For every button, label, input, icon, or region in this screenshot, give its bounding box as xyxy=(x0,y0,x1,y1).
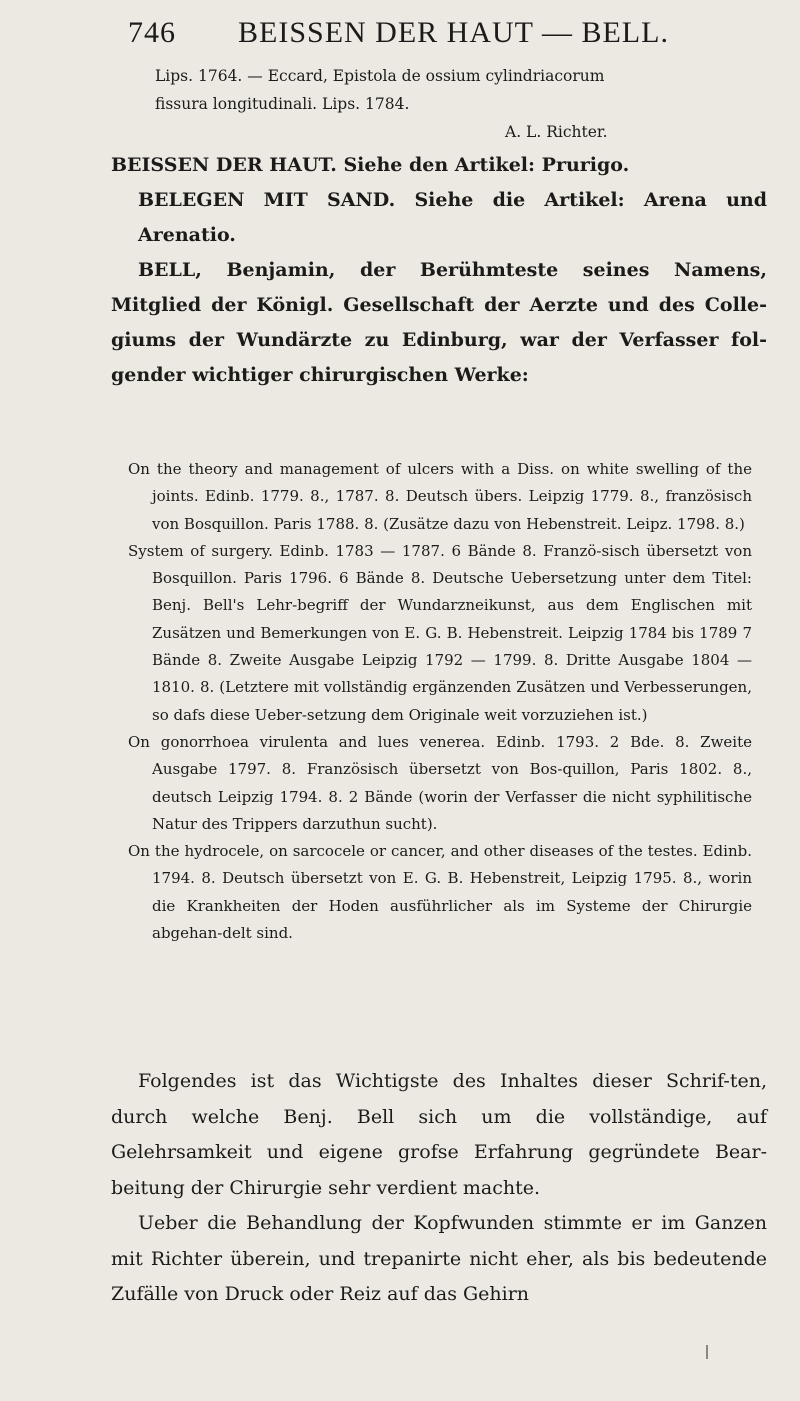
paper-mark xyxy=(706,1345,708,1359)
running-header xyxy=(128,16,788,50)
entry-headings xyxy=(111,148,767,393)
author-signature: A. L. Richter. xyxy=(505,123,608,141)
page-number: 746 xyxy=(128,16,176,49)
body-text xyxy=(111,1064,767,1313)
work-item: System of surgery. Edinb. 1783 — 1787. 6 Bände 8. Franzö-sisch übersetzt von Bosquillon. Paris 1796. 6 Bände 8. Deutsche Uebersetzung unter dem Titel: Benj. Bell's Lehr-begriff der Wundarzneikunst, aus dem Englischen mit Zusätzen und Bemerkungen von E. G. B. Hebenstreit. Leipzig 1784 bis 1789 7 Bände 8. Zweite Ausgabe Leipzig 1792 — 1799. 8. Dritte Ausgabe 1804 — 1810. 8. (Letztere mit vollständig ergänzenden Zusätzen und Verbesserungen, so dafs diese Ueber-setzung dem Originale weit vorzuziehen ist.) xyxy=(128,541,752,724)
work-item: On gonorrhoea virulenta and lues venerea. Edinb. 1793. 2 Bde. 8. Zweite Ausgabe 1797. 8. Französisch übersetzt von Bos-quillon, Paris 1802. 8., deutsch Leipzig 1794. 8. 2 Bände (worin der Verfasser die nicht syphilitische Natur des Trippers darzuthun sucht). xyxy=(128,732,752,833)
reference-line: Lips. 1764. — Eccard, Epistola de ossium cylindriacorum xyxy=(155,67,605,85)
reference-block xyxy=(155,62,755,146)
entry-beissen: BEISSEN DER HAUT. Siehe den Artikel: Prurigo. xyxy=(111,154,630,176)
works-list xyxy=(128,456,752,947)
running-title: BEISSEN DER HAUT — BELL. xyxy=(238,16,669,49)
work-item: On the theory and management of ulcers with a Diss. on white swelling of the joints. Edinb. 1779. 8., 1787. 8. Deutsch übers. Leipzig 1779. 8., französisch von Bosquillon. Paris 1788. 8. (Zusätze dazu von Hebenstreit. Leipz. 1798. 8.) xyxy=(128,460,752,533)
reference-line: fissura longitudinali. Lips. 1784. xyxy=(155,95,410,113)
work-item: On the hydrocele, on sarcocele or cancer, and other diseases of the testes. Edinb. 1794. 8. Deutsch übersetzt von E. G. B. Hebenstreit, Leipzig 1795. 8., worin die Krankheiten der Hoden ausführlicher als im Systeme der Chirurgie abgehan-delt sind. xyxy=(128,842,752,943)
body-paragraph: Folgendes ist das Wichtigste des Inhaltes dieser Schrif-ten, durch welche Benj. Bell sich um die vollständige, auf Gelehrsamkeit und eigene grofse Erfahrung gegründete Bear-beitung der Chirurgie sehr verdient machte. xyxy=(111,1070,767,1199)
entry-belegen: BELEGEN MIT SAND. Siehe die Artikel: Arena und Arenatio. xyxy=(138,189,767,246)
entry-bell: BELL, Benjamin, der Berühmteste seines Namens, Mitglied der Königl. Gesellschaft der Aerzte und des Colle-giums der Wundärzte zu Edinburg, war der Verfasser fol-gender wichtiger chirurgischen Werke: xyxy=(111,259,767,386)
body-paragraph: Ueber die Behandlung der Kopfwunden stimmte er im Ganzen mit Richter überein, und trepanirte nicht eher, als bis bedeutende Zufälle von Druck oder Reiz auf das Gehirn xyxy=(111,1212,767,1305)
